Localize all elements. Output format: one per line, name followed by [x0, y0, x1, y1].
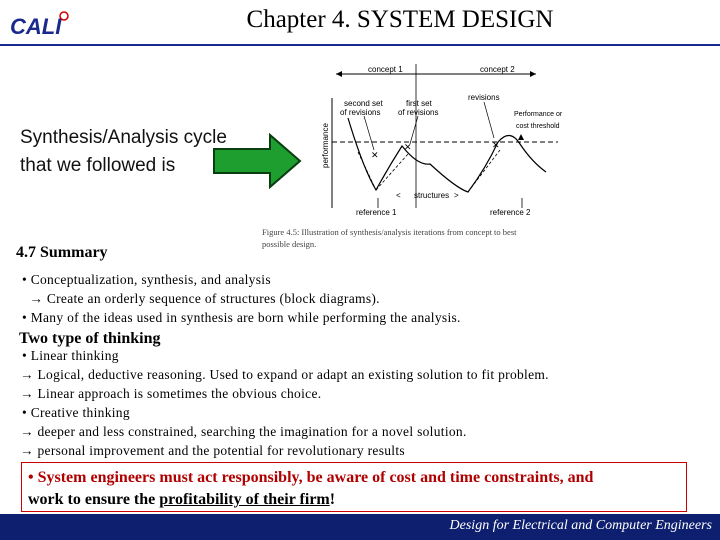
concept2-label: concept 2 [480, 65, 515, 74]
svg-text:<: < [396, 191, 401, 200]
footer-text: Design for Electrical and Computer Engineers [449, 518, 712, 533]
second-set-label-2: of revisions [340, 108, 381, 117]
synthesis-caption [20, 124, 227, 180]
reference1-label: reference 1 [356, 208, 397, 217]
threshold-label: Performance or [514, 111, 563, 118]
summary-bullet-3: • Many of the ideas used in synthesis are born while performing the analysis. [22, 310, 461, 325]
thinking-bullet-2: → Logical, deductive reasoning. Used to expand or adapt an existing solution to fit problem. [20, 367, 549, 382]
summary-bullet-2: → Create an orderly sequence of structures (block diagrams). [22, 291, 380, 306]
synthesis-caption-line1: Synthesis/Analysis cycle [20, 127, 227, 148]
concept1-label: concept 1 [368, 65, 403, 74]
figure-caption-2: possible design. [262, 239, 317, 249]
callout-emphasis: profitability of their firm [159, 491, 330, 508]
thinking-bullet-4: • Creative thinking [22, 405, 130, 420]
first-set-label-2: of revisions [398, 108, 439, 117]
synthesis-caption-line2: that we followed is [20, 155, 176, 176]
callout-box [21, 462, 687, 512]
thinking-bullet-1: • Linear thinking [22, 348, 119, 363]
callout-line-2 [28, 489, 680, 511]
thinking-heading: Two type of thinking [19, 330, 161, 347]
summary-heading: 4.7 Summary [16, 244, 108, 261]
revisions-label: revisions [468, 93, 500, 102]
y-axis-label: performance [321, 123, 330, 168]
svg-text:CALI: CALI [10, 14, 62, 39]
svg-text:✕: ✕ [492, 140, 500, 150]
callout-text [28, 467, 680, 511]
green-arrow-icon [212, 133, 302, 189]
thinking-bullet-6: → personal improvement and the potential for revolutionary results [20, 443, 405, 458]
thinking-bullet-5: → deeper and less constrained, searching the imagination for a novel solution. [20, 424, 467, 439]
threshold-label-2: cost threshold [516, 123, 560, 130]
title-divider [0, 44, 720, 46]
cali-logo [8, 10, 70, 40]
slide-title: Chapter 4. SYSTEM DESIGN [246, 6, 554, 33]
x-axis-label: structures [414, 191, 450, 200]
svg-text:>: > [454, 191, 459, 200]
figure-caption-1: Figure 4.5: Illustration of synthesis/analysis iterations from concept to best [262, 227, 517, 237]
callout-exclamation: ! [329, 491, 336, 508]
first-set-label: first set [406, 99, 432, 108]
second-set-label: second set [344, 99, 383, 108]
synthesis-analysis-figure [262, 58, 616, 254]
svg-text:✕: ✕ [404, 142, 412, 152]
thinking-bullet-3: → Linear approach is sometimes the obvious choice. [20, 386, 322, 401]
reference2-label: reference 2 [490, 208, 531, 217]
svg-text:✕: ✕ [371, 150, 379, 160]
callout-line-2-start: work to ensure the [28, 491, 160, 508]
callout-line-1: • System engineers must act responsibly, be aware of cost and time constraints, and [28, 469, 594, 486]
summary-bullet-1: • Conceptualization, synthesis, and analysis [22, 272, 271, 287]
